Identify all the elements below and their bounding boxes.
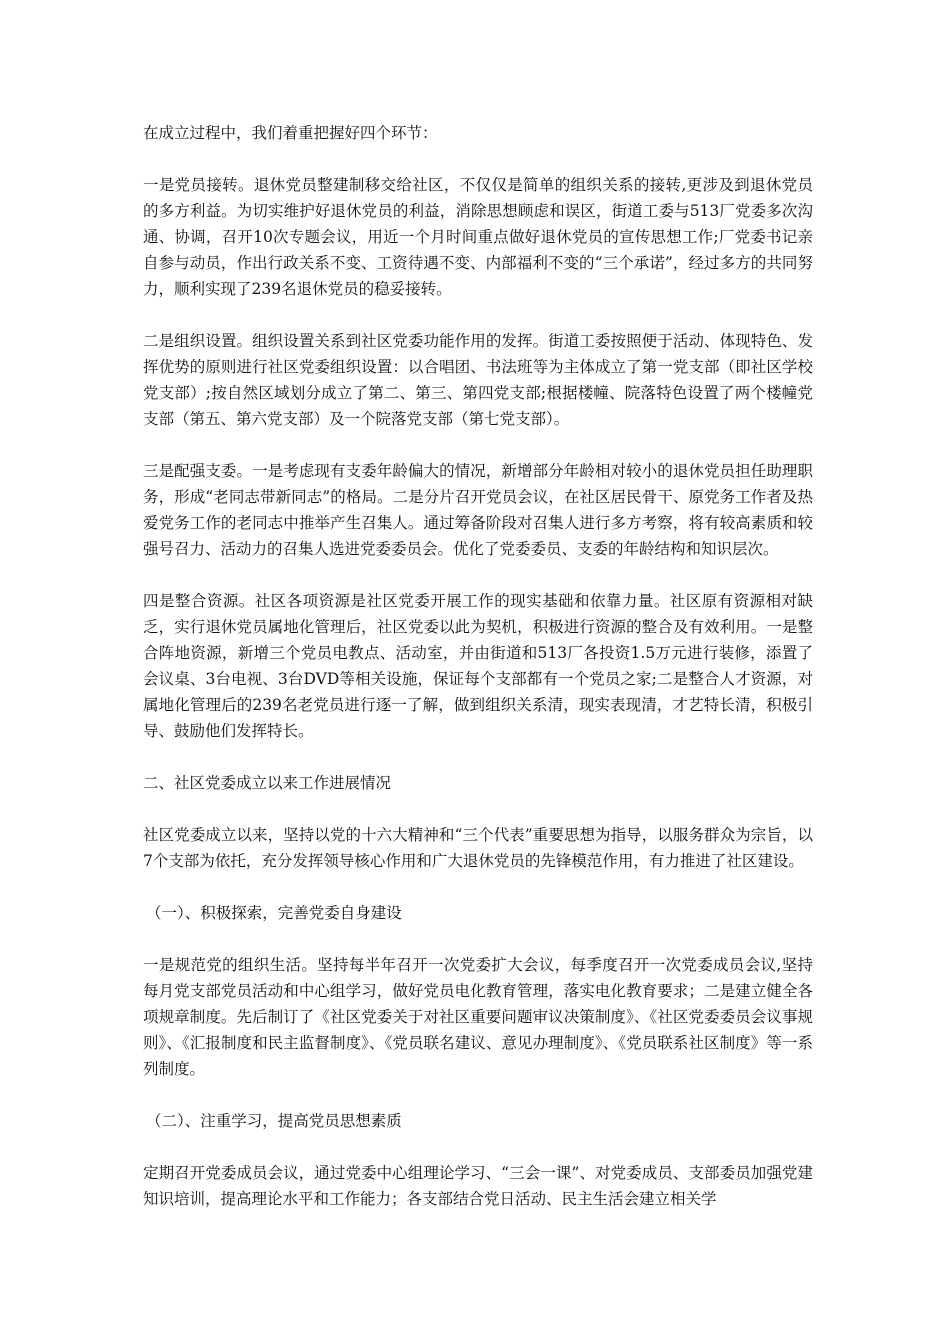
paragraph-progress-summary: 社区党委成立以来，坚持以党的十六大精神和“三个代表”重要思想为指导，以服务群众为宗旨，以7个支部为依托，充分发挥领导核心作用和广大退休党员的先锋模范作用，有力推进了社区建设。 — [143, 826, 813, 870]
paragraph-resource-integration: 四是整合资源。社区各项资源是社区党委开展工作的现实基础和依靠力量。社区原有资源相对缺乏，实行退休党员属地化管理后，社区党委以此为契机，积极进行资源的整合及有效利用。一是整合阵地资源，新增三个党员电教点、活动室，并由街道和513厂各投资1.5万元进行装修，添置了会议桌、3台电视、3台DVD等相关设施，保证每个支部都有一个党员之家;二是整合人才资源，对属地化管理后的239名老党员进行逐一了解，做到组织关系清，现实表现清，才艺特长清，积极引导、鼓励他们发挥特长。 — [143, 592, 813, 740]
paragraph-organization-life: 一是规范党的组织生活。坚持每半年召开一次党委扩大会议，每季度召开一次党委成员会议,坚持每月党支部党员活动和中心组学习，做好党员电化教育管理，落实电化教育要求；二是建立健全各项规章制度。先后制订了《社区党委关于对社区重要问题审议决策制度》、《社区党委委员会议事规则》、《汇报制度和民主监督制度》、《党员联名建议、意见办理制度》、《党员联系社区制度》等一系列制度。 — [143, 956, 813, 1078]
paragraph-member-transfer: 一是党员接转。退休党员整建制移交给社区，不仅仅是简单的组织关系的接转,更涉及到退休党员的多方利益。为切实维护好退休党员的利益，消除思想顾虑和误区，街道工委与513厂党委多次沟通、协调，召开10次专题会议，用近一个月时间重点做好退休党员的宣传思想工作;厂党委书记亲自参与动员，作出行政关系不变、工资待遇不变、内部福利不变的“三个承诺”，经过多方的共同努力，顺利实现了239名退休党员的稳妥接转。 — [143, 176, 813, 298]
paragraph-organization-setup: 二是组织设置。组织设置关系到社区党委功能作用的发挥。街道工委按照便于活动、体现特色、发挥优势的原则进行社区党委组织设置：以合唱团、书法班等为主体成立了第一党支部（即社区学校党支部）;按自然区域划分成立了第二、第三、第四党支部;根据楼幢、院落特色设置了两个楼幢党支部（第五、第六党支部）及一个院落党支部（第七党支部）。 — [143, 332, 813, 428]
paragraph-branch-committee: 三是配强支委。一是考虑现有支委年龄偏大的情况，新增部分年龄相对较小的退休党员担任助理职务，形成“老同志带新同志”的格局。二是分片召开党员会议，在社区居民骨干、原党务工作者及热爱党务工作的老同志中推举产生召集人。通过筹备阶段对召集人进行多方考察，将有较高素质和较强号召力、活动力的召集人选进党委委员会。优化了党委委员、支委的年龄结构和知识层次。 — [143, 462, 813, 558]
section-heading-progress: 二、社区党委成立以来工作进展情况 — [143, 774, 392, 792]
subheading-self-construction: （一）、积极探索，完善党委自身建设 — [146, 904, 402, 922]
paragraph-study-meetings: 定期召开党委成员会议，通过党委中心组理论学习、“三会一课”、对党委成员、支部委员加强党建知识培训，提高理论水平和工作能力；各支部结合党日活动、民主生活会建立相关学 — [143, 1164, 813, 1208]
document-page — [143, 120, 813, 1238]
intro-paragraph: 在成立过程中，我们着重把握好四个环节： — [143, 124, 438, 142]
subheading-study: （二）、注重学习，提高党员思想素质 — [146, 1112, 402, 1130]
